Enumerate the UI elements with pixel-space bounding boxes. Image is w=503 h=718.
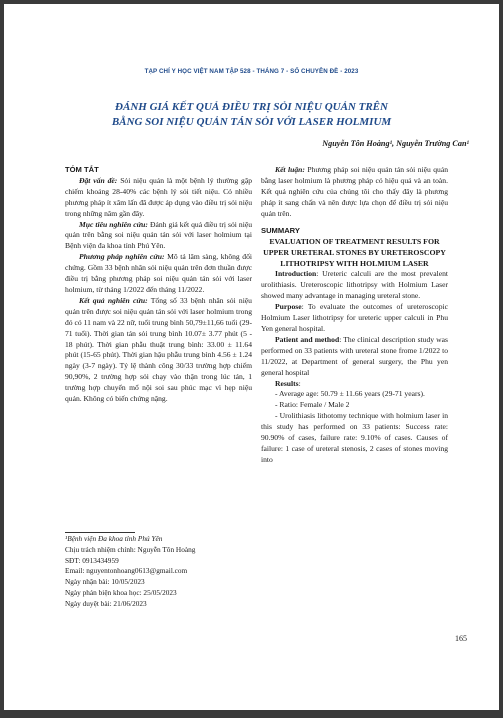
summary-heading: SUMMARY bbox=[261, 225, 300, 235]
footnote-divider bbox=[65, 532, 135, 533]
title-line-2: BẰNG SOI NIỆU QUẢN TÁN SỎI VỚI LASER HOLMIUM bbox=[111, 116, 392, 128]
summary-result-item: - Ratio: Female / Male 2 bbox=[275, 400, 350, 410]
journal-header: TẠP CHÍ Y HỌC VIỆT NAM TẬP 528 - THÁNG 7 - SỐ CHUYÊN ĐỀ - 2023 bbox=[144, 68, 359, 75]
summary-result-item: - Urolithiasis lithotomy technique with holmium laser in this study has performed on 33 patients: Success rate: 90.90% of cases, failure rate: 9.10% of cases. Causes of failure: 1 case of ureteral stenosis, 2 cases of stones moving into bbox=[261, 411, 448, 464]
abstract-background: Đặt vấn đề: Sỏi niệu quản là một bệnh lý thường gặp chiếm khoảng 28-40% các bệnh lý sỏi tiết niệu. Có nhiều phương pháp ít xâm lấn đã được áp dụng vào điều trị sỏi niệu trong những năm gần đây. bbox=[65, 175, 252, 218]
abstract-methods: Phương pháp nghiên cứu: Mô tả lâm sàng, không đối chứng. Gồm 33 bệnh nhân sỏi niệu quản trên đơn thuần được điều trị bằng phương pháp soi niệu quản tán sỏi với laser holmium, từ tháng 1/2022 đến tháng 11/2022. bbox=[65, 252, 253, 294]
article-title bbox=[4, 100, 499, 130]
footnote-line: SĐT: 0913434959 bbox=[65, 555, 119, 565]
abstract-objective: Mục tiêu nghiên cứu: Đánh giá kết quả điều trị sỏi niệu quản trên bằng soi niệu quản tán sỏi với laser holmium tại Bệnh viện đa khoa tỉnh Phú Yên. bbox=[65, 219, 252, 251]
summary-method: Patient and method: The clinical description study was performed on 33 patients with ureteral stone frome 1/2022 to 11/2022, at Department of general surgery, the Phu yen general hospital bbox=[261, 334, 448, 377]
footnote-line: Email: nguyentonhoang0613@gmail.com bbox=[65, 566, 188, 576]
footnote-line: Ngày phản biện khoa học: 25/05/2023 bbox=[65, 587, 177, 597]
authors: Nguyễn Tôn Hoàng¹, Nguyễn Trường Can¹ bbox=[322, 139, 469, 148]
english-title: EVALUATION OF TREATMENT RESULTS FOR UPPER URETERAL STONES BY URETEROSCOPY LITHOTRIPSY WITH HOLMIUM LASER bbox=[263, 237, 446, 269]
page-number: 165 bbox=[455, 634, 467, 643]
footnote bbox=[65, 534, 255, 610]
footnote-affiliation: ¹Bệnh viện Đa khoa tỉnh Phú Yên bbox=[65, 534, 163, 543]
right-column bbox=[261, 165, 448, 466]
footnote-line: Ngày nhận bài: 10/05/2023 bbox=[65, 577, 145, 587]
footnote-line: Ngày duyệt bài: 21/06/2023 bbox=[65, 598, 147, 608]
summary-introduction: Introduction: Ureteric calculi are the most prevalent urolithiasis. Ureteroscopic lithotripsy with Holmium Laser showed many advantage in managing ureteral stone. bbox=[261, 269, 448, 301]
summary-purpose: Purpose: To evaluate the outcomes of ureteroscopic Holmium Laser lithotripsy for ureteric upper calculi in Phu Yen general hospital. bbox=[261, 302, 448, 333]
journal-page bbox=[4, 4, 499, 710]
left-column bbox=[65, 165, 252, 405]
summary-result-item: - Average age: 50.79 ± 11.66 years (29-71 years). bbox=[275, 389, 425, 399]
abstract-results: Kết quả nghiên cứu: Tổng số 33 bệnh nhân sỏi niệu quản trên được soi niệu quản tán sỏi với laser holmium trong đó có 11 nam và 22 nữ, tuổi trung bình 50,79±11,66 tuổi (29-71 tuổi). Thời gian tán sỏi trung bình 10.07± 3.77 phút (5 - 18 phút). Thời gian phẫu thuật trung bình: 33.00 ± 11.64 phút (15-65 phút). Thời gian hậu phẫu trung bình 4.56 ± 1.24 ngày (3-7 ngày). Tỷ lệ thành công 30/33 trường hợp chiếm 90,90%, 2 trường hợp sỏi chạy vào thận trong lúc tán, 1 trường hợp chuyển mổ nội soi sau phúc mạc vì hẹp niệu quản. Không có biến chứng nặng. bbox=[65, 295, 252, 404]
footnote-line: Chịu trách nhiệm chính: Nguyễn Tôn Hoàng bbox=[65, 544, 196, 554]
summary-results-heading: Results: bbox=[275, 378, 301, 388]
abstract-conclusion: Kết luận: Phương pháp soi niệu quản tán sỏi niệu quản bằng laser holmium là phương pháp có hiệu quả và an toàn. Kết quả nghiên cứu của chúng tôi cho thấy đây là phương pháp ít sang chấn và nên được lựa chọn để điều trị sỏi niệu quản trên. bbox=[261, 165, 449, 218]
abstract-heading: TÓM TẮT bbox=[65, 165, 99, 174]
title-line-1: ĐÁNH GIÁ KẾT QUẢ ĐIỀU TRỊ SỎI NIỆU QUẢN TRÊN bbox=[115, 101, 388, 113]
